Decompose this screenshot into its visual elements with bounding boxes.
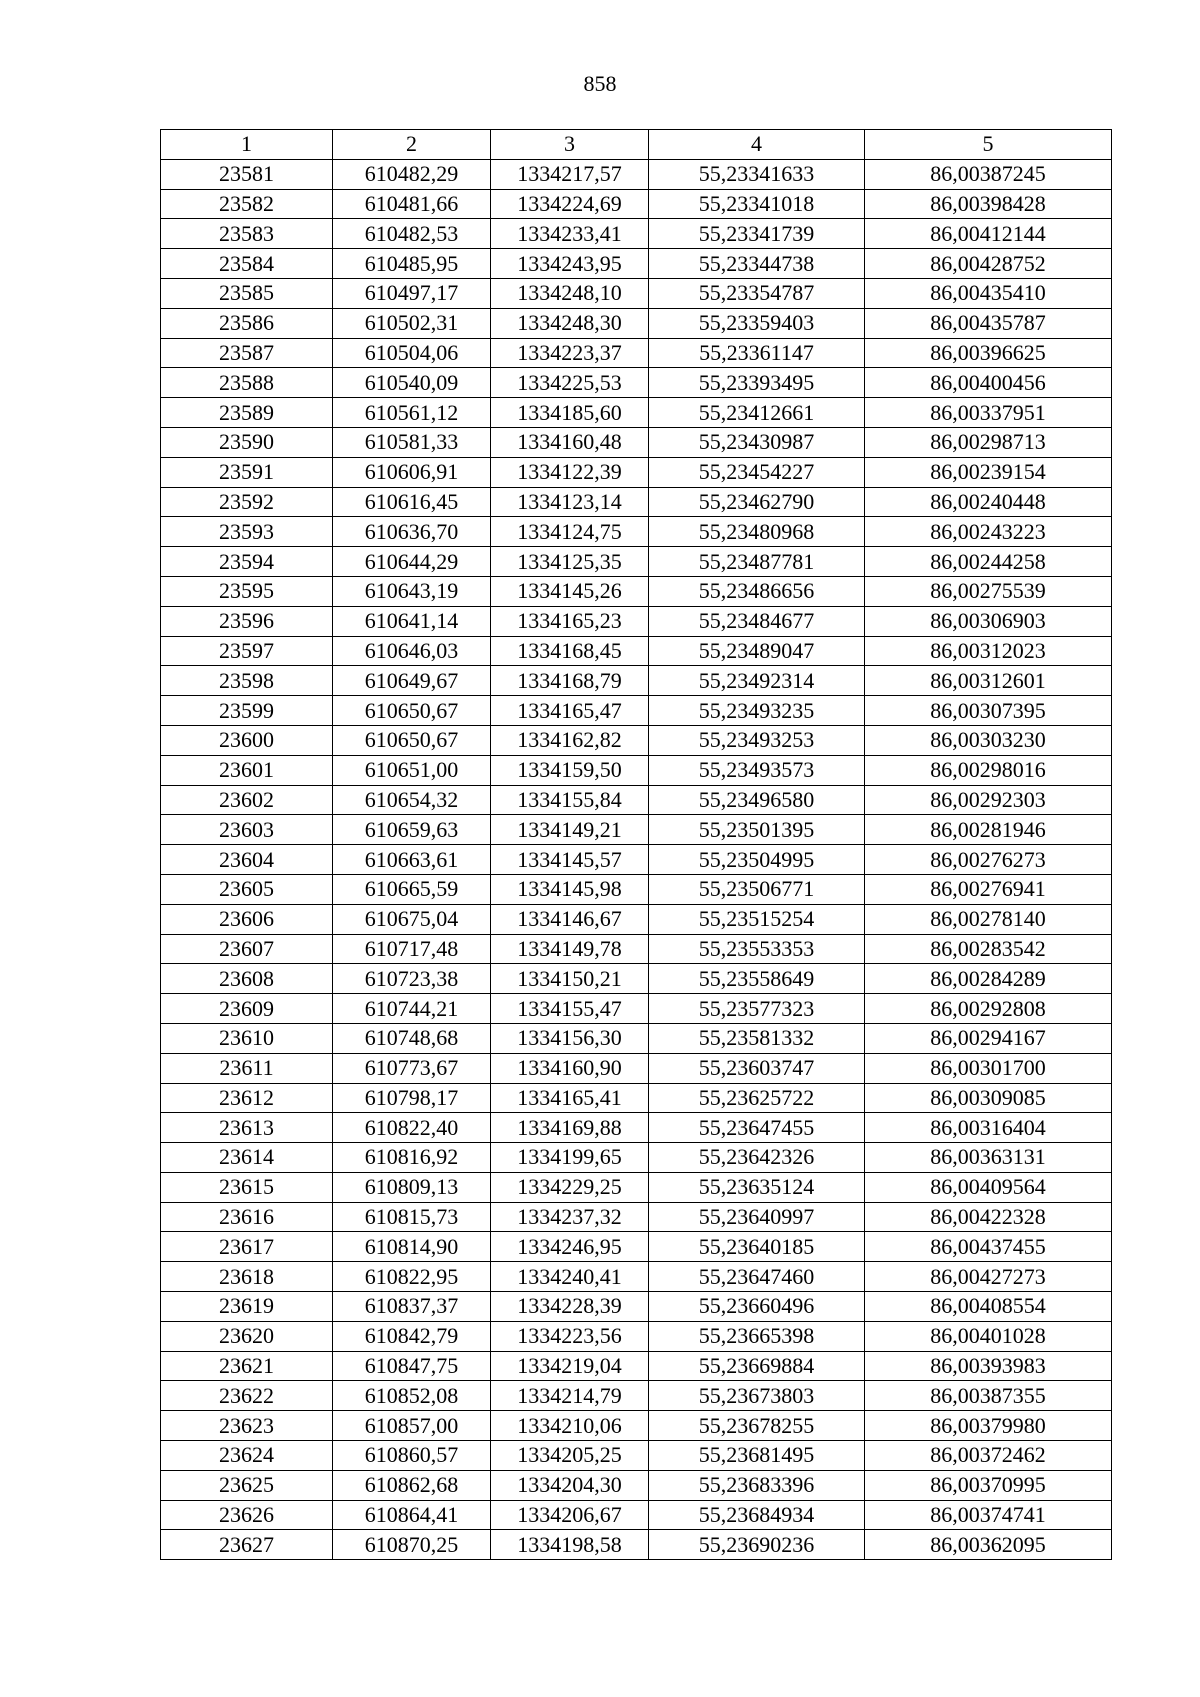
y-coordinate-cell: 1334145,98 [491, 874, 649, 904]
y-coordinate-cell: 1334165,23 [491, 606, 649, 636]
y-coordinate-cell: 1334223,56 [491, 1321, 649, 1351]
latitude-cell: 55,23359403 [649, 308, 865, 338]
latitude-cell: 55,23506771 [649, 874, 865, 904]
table-row [161, 696, 1112, 726]
longitude-cell: 86,00408554 [865, 1292, 1112, 1322]
table-row [161, 815, 1112, 845]
x-coordinate-cell: 610636,70 [333, 517, 491, 547]
x-coordinate-cell: 610649,67 [333, 666, 491, 696]
point-number-cell: 23592 [161, 487, 333, 517]
point-number-cell: 23597 [161, 636, 333, 666]
point-number-cell: 23598 [161, 666, 333, 696]
x-coordinate-cell: 610497,17 [333, 278, 491, 308]
longitude-cell: 86,00292808 [865, 994, 1112, 1024]
longitude-cell: 86,00284289 [865, 964, 1112, 994]
longitude-cell: 86,00240448 [865, 487, 1112, 517]
latitude-cell: 55,23492314 [649, 666, 865, 696]
column-header-5: 5 [865, 130, 1112, 160]
y-coordinate-cell: 1334168,45 [491, 636, 649, 666]
latitude-cell: 55,23493253 [649, 725, 865, 755]
table-row [161, 517, 1112, 547]
y-coordinate-cell: 1334248,30 [491, 308, 649, 338]
table-row [161, 934, 1112, 964]
point-number-cell: 23593 [161, 517, 333, 547]
y-coordinate-cell: 1334168,79 [491, 666, 649, 696]
y-coordinate-cell: 1334165,47 [491, 696, 649, 726]
latitude-cell: 55,23681495 [649, 1441, 865, 1471]
x-coordinate-cell: 610482,53 [333, 219, 491, 249]
longitude-cell: 86,00306903 [865, 606, 1112, 636]
longitude-cell: 86,00337951 [865, 398, 1112, 428]
x-coordinate-cell: 610814,90 [333, 1232, 491, 1262]
x-coordinate-cell: 610665,59 [333, 874, 491, 904]
point-number-cell: 23613 [161, 1113, 333, 1143]
x-coordinate-cell: 610641,14 [333, 606, 491, 636]
x-coordinate-cell: 610860,57 [333, 1441, 491, 1471]
longitude-cell: 86,00275539 [865, 576, 1112, 606]
x-coordinate-cell: 610816,92 [333, 1143, 491, 1173]
y-coordinate-cell: 1334149,78 [491, 934, 649, 964]
point-number-cell: 23607 [161, 934, 333, 964]
latitude-cell: 55,23581332 [649, 1023, 865, 1053]
x-coordinate-cell: 610504,06 [333, 338, 491, 368]
point-number-cell: 23595 [161, 576, 333, 606]
latitude-cell: 55,23553353 [649, 934, 865, 964]
longitude-cell: 86,00435787 [865, 308, 1112, 338]
latitude-cell: 55,23665398 [649, 1321, 865, 1351]
x-coordinate-cell: 610723,38 [333, 964, 491, 994]
latitude-cell: 55,23673803 [649, 1381, 865, 1411]
x-coordinate-cell: 610847,75 [333, 1351, 491, 1381]
y-coordinate-cell: 1334237,32 [491, 1202, 649, 1232]
point-number-cell: 23615 [161, 1172, 333, 1202]
point-number-cell: 23605 [161, 874, 333, 904]
point-number-cell: 23603 [161, 815, 333, 845]
longitude-cell: 86,00312023 [865, 636, 1112, 666]
point-number-cell: 23617 [161, 1232, 333, 1262]
y-coordinate-cell: 1334146,67 [491, 904, 649, 934]
longitude-cell: 86,00294167 [865, 1023, 1112, 1053]
page-number: 858 [583, 71, 617, 96]
x-coordinate-cell: 610798,17 [333, 1083, 491, 1113]
latitude-cell: 55,23462790 [649, 487, 865, 517]
y-coordinate-cell: 1334225,53 [491, 368, 649, 398]
longitude-cell: 86,00396625 [865, 338, 1112, 368]
table-row [161, 457, 1112, 487]
longitude-cell: 86,00292303 [865, 785, 1112, 815]
table-row [161, 1351, 1112, 1381]
latitude-cell: 55,23487781 [649, 547, 865, 577]
x-coordinate-cell: 610616,45 [333, 487, 491, 517]
table-row [161, 1143, 1112, 1173]
y-coordinate-cell: 1334162,82 [491, 725, 649, 755]
latitude-cell: 55,23501395 [649, 815, 865, 845]
y-coordinate-cell: 1334199,65 [491, 1143, 649, 1173]
x-coordinate-cell: 610659,63 [333, 815, 491, 845]
table-row [161, 725, 1112, 755]
latitude-cell: 55,23660496 [649, 1292, 865, 1322]
longitude-cell: 86,00387245 [865, 159, 1112, 189]
longitude-cell: 86,00374741 [865, 1500, 1112, 1530]
table-row [161, 1321, 1112, 1351]
latitude-cell: 55,23647455 [649, 1113, 865, 1143]
x-coordinate-cell: 610815,73 [333, 1202, 491, 1232]
longitude-cell: 86,00278140 [865, 904, 1112, 934]
longitude-cell: 86,00437455 [865, 1232, 1112, 1262]
point-number-cell: 23582 [161, 189, 333, 219]
point-number-cell: 23608 [161, 964, 333, 994]
longitude-cell: 86,00276273 [865, 845, 1112, 875]
x-coordinate-cell: 610857,00 [333, 1411, 491, 1441]
table-row [161, 845, 1112, 875]
y-coordinate-cell: 1334205,25 [491, 1441, 649, 1471]
point-number-cell: 23585 [161, 278, 333, 308]
point-number-cell: 23594 [161, 547, 333, 577]
y-coordinate-cell: 1334165,41 [491, 1083, 649, 1113]
table-row [161, 487, 1112, 517]
point-number-cell: 23624 [161, 1441, 333, 1471]
latitude-cell: 55,23642326 [649, 1143, 865, 1173]
point-number-cell: 23584 [161, 249, 333, 279]
y-coordinate-cell: 1334246,95 [491, 1232, 649, 1262]
y-coordinate-cell: 1334150,21 [491, 964, 649, 994]
latitude-cell: 55,23486656 [649, 576, 865, 606]
longitude-cell: 86,00298016 [865, 755, 1112, 785]
y-coordinate-cell: 1334233,41 [491, 219, 649, 249]
column-header-2: 2 [333, 130, 491, 160]
table-row [161, 547, 1112, 577]
y-coordinate-cell: 1334210,06 [491, 1411, 649, 1441]
longitude-cell: 86,00298713 [865, 427, 1112, 457]
x-coordinate-cell: 610717,48 [333, 934, 491, 964]
latitude-cell: 55,23430987 [649, 427, 865, 457]
latitude-cell: 55,23354787 [649, 278, 865, 308]
point-number-cell: 23586 [161, 308, 333, 338]
x-coordinate-cell: 610822,40 [333, 1113, 491, 1143]
table-row [161, 1172, 1112, 1202]
latitude-cell: 55,23361147 [649, 338, 865, 368]
latitude-cell: 55,23640185 [649, 1232, 865, 1262]
x-coordinate-cell: 610675,04 [333, 904, 491, 934]
point-number-cell: 23616 [161, 1202, 333, 1232]
point-number-cell: 23621 [161, 1351, 333, 1381]
latitude-cell: 55,23635124 [649, 1172, 865, 1202]
longitude-cell: 86,00393983 [865, 1351, 1112, 1381]
longitude-cell: 86,00312601 [865, 666, 1112, 696]
point-number-cell: 23619 [161, 1292, 333, 1322]
y-coordinate-cell: 1334229,25 [491, 1172, 649, 1202]
x-coordinate-cell: 610482,29 [333, 159, 491, 189]
x-coordinate-cell: 610862,68 [333, 1470, 491, 1500]
point-number-cell: 23599 [161, 696, 333, 726]
x-coordinate-cell: 610842,79 [333, 1321, 491, 1351]
table-row [161, 606, 1112, 636]
longitude-cell: 86,00243223 [865, 517, 1112, 547]
longitude-cell: 86,00428752 [865, 249, 1112, 279]
table-row [161, 338, 1112, 368]
table-row [161, 785, 1112, 815]
x-coordinate-cell: 610822,95 [333, 1262, 491, 1292]
y-coordinate-cell: 1334204,30 [491, 1470, 649, 1500]
longitude-cell: 86,00409564 [865, 1172, 1112, 1202]
latitude-cell: 55,23341739 [649, 219, 865, 249]
longitude-cell: 86,00301700 [865, 1053, 1112, 1083]
latitude-cell: 55,23412661 [649, 398, 865, 428]
y-coordinate-cell: 1334122,39 [491, 457, 649, 487]
point-number-cell: 23620 [161, 1321, 333, 1351]
y-coordinate-cell: 1334219,04 [491, 1351, 649, 1381]
point-number-cell: 23622 [161, 1381, 333, 1411]
table-row [161, 308, 1112, 338]
longitude-cell: 86,00281946 [865, 815, 1112, 845]
table-body [161, 159, 1112, 1559]
point-number-cell: 23604 [161, 845, 333, 875]
x-coordinate-cell: 610643,19 [333, 576, 491, 606]
point-number-cell: 23581 [161, 159, 333, 189]
table-row [161, 1023, 1112, 1053]
x-coordinate-cell: 610561,12 [333, 398, 491, 428]
longitude-cell: 86,00372462 [865, 1441, 1112, 1471]
y-coordinate-cell: 1334169,88 [491, 1113, 649, 1143]
table-row [161, 1262, 1112, 1292]
table-row [161, 1202, 1112, 1232]
x-coordinate-cell: 610650,67 [333, 725, 491, 755]
longitude-cell: 86,00427273 [865, 1262, 1112, 1292]
latitude-cell: 55,23558649 [649, 964, 865, 994]
longitude-cell: 86,00435410 [865, 278, 1112, 308]
y-coordinate-cell: 1334224,69 [491, 189, 649, 219]
table-row [161, 1381, 1112, 1411]
point-number-cell: 23627 [161, 1530, 333, 1560]
point-number-cell: 23612 [161, 1083, 333, 1113]
table-row [161, 576, 1112, 606]
table-row [161, 1411, 1112, 1441]
column-header-3: 3 [491, 130, 649, 160]
point-number-cell: 23614 [161, 1143, 333, 1173]
x-coordinate-cell: 610654,32 [333, 785, 491, 815]
longitude-cell: 86,00307395 [865, 696, 1112, 726]
point-number-cell: 23611 [161, 1053, 333, 1083]
point-number-cell: 23600 [161, 725, 333, 755]
point-number-cell: 23618 [161, 1262, 333, 1292]
latitude-cell: 55,23489047 [649, 636, 865, 666]
table-row [161, 249, 1112, 279]
latitude-cell: 55,23690236 [649, 1530, 865, 1560]
y-coordinate-cell: 1334125,35 [491, 547, 649, 577]
header-row [161, 130, 1112, 160]
table-row [161, 636, 1112, 666]
table-row [161, 159, 1112, 189]
latitude-cell: 55,23647460 [649, 1262, 865, 1292]
latitude-cell: 55,23678255 [649, 1411, 865, 1441]
table-row [161, 1441, 1112, 1471]
longitude-cell: 86,00239154 [865, 457, 1112, 487]
latitude-cell: 55,23669884 [649, 1351, 865, 1381]
longitude-cell: 86,00362095 [865, 1530, 1112, 1560]
x-coordinate-cell: 610773,67 [333, 1053, 491, 1083]
y-coordinate-cell: 1334248,10 [491, 278, 649, 308]
latitude-cell: 55,23393495 [649, 368, 865, 398]
x-coordinate-cell: 610837,37 [333, 1292, 491, 1322]
table-row [161, 1053, 1112, 1083]
latitude-cell: 55,23480968 [649, 517, 865, 547]
longitude-cell: 86,00387355 [865, 1381, 1112, 1411]
x-coordinate-cell: 610581,33 [333, 427, 491, 457]
y-coordinate-cell: 1334124,75 [491, 517, 649, 547]
table-row [161, 398, 1112, 428]
longitude-cell: 86,00400456 [865, 368, 1112, 398]
x-coordinate-cell: 610663,61 [333, 845, 491, 875]
table-row [161, 874, 1112, 904]
latitude-cell: 55,23640997 [649, 1202, 865, 1232]
x-coordinate-cell: 610646,03 [333, 636, 491, 666]
y-coordinate-cell: 1334145,26 [491, 576, 649, 606]
table-row [161, 964, 1112, 994]
longitude-cell: 86,00401028 [865, 1321, 1112, 1351]
x-coordinate-cell: 610650,67 [333, 696, 491, 726]
latitude-cell: 55,23484677 [649, 606, 865, 636]
table-row [161, 189, 1112, 219]
longitude-cell: 86,00283542 [865, 934, 1112, 964]
y-coordinate-cell: 1334160,48 [491, 427, 649, 457]
table-row [161, 368, 1112, 398]
column-header-4: 4 [649, 130, 865, 160]
longitude-cell: 86,00379980 [865, 1411, 1112, 1441]
coordinates-table [160, 129, 1112, 1560]
longitude-cell: 86,00276941 [865, 874, 1112, 904]
table-row [161, 1113, 1112, 1143]
latitude-cell: 55,23504995 [649, 845, 865, 875]
x-coordinate-cell: 610864,41 [333, 1500, 491, 1530]
table-row [161, 278, 1112, 308]
point-number-cell: 23606 [161, 904, 333, 934]
latitude-cell: 55,23684934 [649, 1500, 865, 1530]
y-coordinate-cell: 1334240,41 [491, 1262, 649, 1292]
y-coordinate-cell: 1334156,30 [491, 1023, 649, 1053]
longitude-cell: 86,00422328 [865, 1202, 1112, 1232]
latitude-cell: 55,23341018 [649, 189, 865, 219]
y-coordinate-cell: 1334123,14 [491, 487, 649, 517]
point-number-cell: 23589 [161, 398, 333, 428]
longitude-cell: 86,00244258 [865, 547, 1112, 577]
table-row [161, 1232, 1112, 1262]
y-coordinate-cell: 1334217,57 [491, 159, 649, 189]
point-number-cell: 23610 [161, 1023, 333, 1053]
latitude-cell: 55,23341633 [649, 159, 865, 189]
table-header [161, 130, 1112, 160]
latitude-cell: 55,23683396 [649, 1470, 865, 1500]
x-coordinate-cell: 610870,25 [333, 1530, 491, 1560]
x-coordinate-cell: 610651,00 [333, 755, 491, 785]
table-row [161, 904, 1112, 934]
longitude-cell: 86,00363131 [865, 1143, 1112, 1173]
x-coordinate-cell: 610606,91 [333, 457, 491, 487]
x-coordinate-cell: 610748,68 [333, 1023, 491, 1053]
y-coordinate-cell: 1334206,67 [491, 1500, 649, 1530]
latitude-cell: 55,23344738 [649, 249, 865, 279]
point-number-cell: 23625 [161, 1470, 333, 1500]
table-row [161, 994, 1112, 1024]
y-coordinate-cell: 1334149,21 [491, 815, 649, 845]
point-number-cell: 23588 [161, 368, 333, 398]
longitude-cell: 86,00316404 [865, 1113, 1112, 1143]
longitude-cell: 86,00303230 [865, 725, 1112, 755]
x-coordinate-cell: 610644,29 [333, 547, 491, 577]
x-coordinate-cell: 610485,95 [333, 249, 491, 279]
point-number-cell: 23587 [161, 338, 333, 368]
point-number-cell: 23602 [161, 785, 333, 815]
latitude-cell: 55,23493235 [649, 696, 865, 726]
table-row [161, 1500, 1112, 1530]
longitude-cell: 86,00309085 [865, 1083, 1112, 1113]
table-row [161, 427, 1112, 457]
point-number-cell: 23590 [161, 427, 333, 457]
x-coordinate-cell: 610852,08 [333, 1381, 491, 1411]
y-coordinate-cell: 1334185,60 [491, 398, 649, 428]
table-row [161, 1083, 1112, 1113]
point-number-cell: 23591 [161, 457, 333, 487]
x-coordinate-cell: 610540,09 [333, 368, 491, 398]
table-row [161, 755, 1112, 785]
table-row [161, 1530, 1112, 1560]
latitude-cell: 55,23603747 [649, 1053, 865, 1083]
x-coordinate-cell: 610481,66 [333, 189, 491, 219]
y-coordinate-cell: 1334198,58 [491, 1530, 649, 1560]
table-row [161, 666, 1112, 696]
y-coordinate-cell: 1334228,39 [491, 1292, 649, 1322]
y-coordinate-cell: 1334159,50 [491, 755, 649, 785]
point-number-cell: 23609 [161, 994, 333, 1024]
y-coordinate-cell: 1334160,90 [491, 1053, 649, 1083]
latitude-cell: 55,23625722 [649, 1083, 865, 1113]
table-row [161, 1292, 1112, 1322]
x-coordinate-cell: 610502,31 [333, 308, 491, 338]
longitude-cell: 86,00398428 [865, 189, 1112, 219]
latitude-cell: 55,23496580 [649, 785, 865, 815]
y-coordinate-cell: 1334223,37 [491, 338, 649, 368]
point-number-cell: 23583 [161, 219, 333, 249]
longitude-cell: 86,00370995 [865, 1470, 1112, 1500]
latitude-cell: 55,23454227 [649, 457, 865, 487]
y-coordinate-cell: 1334145,57 [491, 845, 649, 875]
column-header-1: 1 [161, 130, 333, 160]
table-row [161, 1470, 1112, 1500]
y-coordinate-cell: 1334155,84 [491, 785, 649, 815]
table-row [161, 219, 1112, 249]
x-coordinate-cell: 610744,21 [333, 994, 491, 1024]
latitude-cell: 55,23577323 [649, 994, 865, 1024]
y-coordinate-cell: 1334155,47 [491, 994, 649, 1024]
x-coordinate-cell: 610809,13 [333, 1172, 491, 1202]
latitude-cell: 55,23515254 [649, 904, 865, 934]
point-number-cell: 23601 [161, 755, 333, 785]
point-number-cell: 23626 [161, 1500, 333, 1530]
y-coordinate-cell: 1334243,95 [491, 249, 649, 279]
point-number-cell: 23596 [161, 606, 333, 636]
y-coordinate-cell: 1334214,79 [491, 1381, 649, 1411]
latitude-cell: 55,23493573 [649, 755, 865, 785]
longitude-cell: 86,00412144 [865, 219, 1112, 249]
point-number-cell: 23623 [161, 1411, 333, 1441]
